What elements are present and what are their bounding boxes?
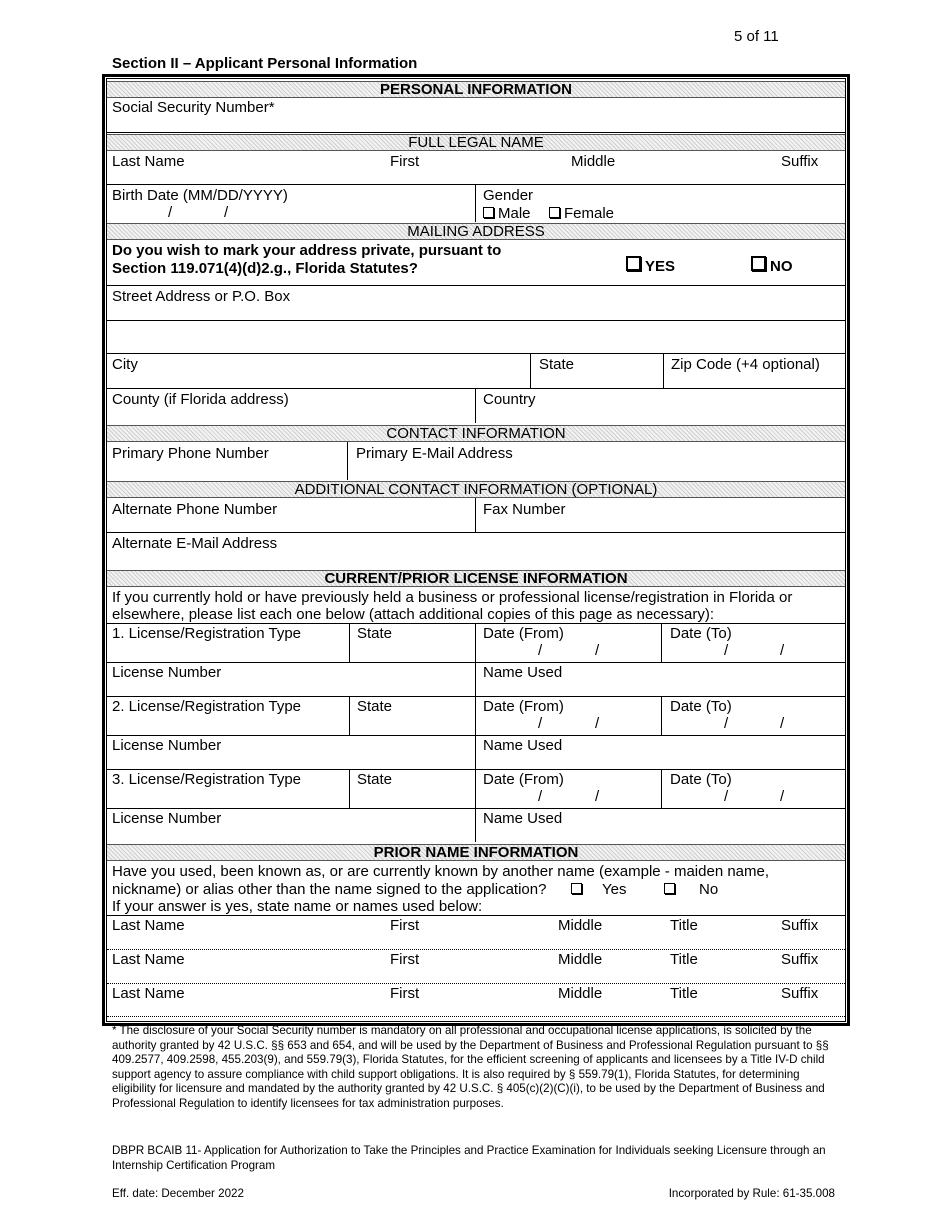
divider <box>107 623 845 624</box>
date-to-label-1: Date (To) <box>670 625 732 642</box>
prior-title-label: Title <box>670 951 698 968</box>
license-type-label-3: 3. License/Registration Type <box>112 771 302 788</box>
prior-name-yes-label: Yes <box>602 881 627 898</box>
band-mailing-address: MAILING ADDRESS <box>107 223 845 240</box>
divider <box>107 696 845 697</box>
private-question-line1: Do you wish to mark your address private, pursuant to <box>112 242 502 259</box>
license-number-label-2: License Number <box>112 737 222 754</box>
date-separator: / <box>595 788 600 805</box>
divider <box>107 353 845 354</box>
prior-title-label: Title <box>670 985 698 1002</box>
prior-name-question-line1: Have you used, been known as, or are currently known by another name (example - maiden name, <box>112 863 770 880</box>
prior-title-label: Title <box>670 917 698 934</box>
date-separator: / <box>780 788 785 805</box>
divider <box>661 696 662 735</box>
prior-first-label: First <box>390 951 420 968</box>
street-address-label: Street Address or P.O. Box <box>112 288 291 305</box>
birth-date-label: Birth Date (MM/DD/YYYY) <box>112 187 288 204</box>
divider <box>663 353 664 388</box>
last-name-label: Last Name <box>112 153 185 170</box>
name-used-label-3: Name Used <box>483 810 563 827</box>
private-no-option[interactable] <box>751 256 793 275</box>
license-number-label-3: License Number <box>112 810 222 827</box>
name-used-label-1: Name Used <box>483 664 563 681</box>
prior-name-yes-checkbox[interactable] <box>571 883 582 894</box>
private-yes-label: YES <box>645 258 676 275</box>
ssn-label: Social Security Number* <box>112 99 275 116</box>
gender-male-option[interactable] <box>483 205 531 222</box>
prior-first-label: First <box>390 985 420 1002</box>
name-used-label-2: Name Used <box>483 737 563 754</box>
divider <box>107 184 845 185</box>
alt-phone-label: Alternate Phone Number <box>112 501 278 518</box>
date-from-label-3: Date (From) <box>483 771 564 788</box>
prior-middle-label: Middle <box>558 951 603 968</box>
female-label: Female <box>564 205 615 222</box>
prior-name-no-label: No <box>699 881 719 898</box>
country-label: Country <box>483 391 536 408</box>
date-separator: / <box>538 788 543 805</box>
divider <box>107 808 845 809</box>
band-prior-name-information: PRIOR NAME INFORMATION <box>107 844 845 861</box>
date-from-label-2: Date (From) <box>483 698 564 715</box>
prior-middle-label: Middle <box>558 985 603 1002</box>
fax-label: Fax Number <box>483 501 566 518</box>
prior-suffix-label: Suffix <box>781 917 819 934</box>
license-intro-line2: elsewhere, please list each one below (attach additional copies of this page as necessary): <box>112 606 715 623</box>
date-separator: / <box>168 204 173 221</box>
page-number: 5 of 11 <box>734 28 779 45</box>
private-yes-option[interactable] <box>626 256 675 275</box>
date-separator: / <box>780 715 785 732</box>
divider <box>107 662 845 663</box>
private-question-line2: Section 119.071(4)(d)2.g., Florida Statutes? <box>112 260 418 277</box>
ssn-disclosure-footnote: * The disclosure of your Social Security number is mandatory on all professional and occupational license applications, is solicited by the authority granted by 42 U.S.C. §§ 653 and 654, and will be used by the Department of Business and Professional Regulation pursuant to §§ 409.2577, 409.2598, 455.203(9), and 559.79(3), Florida Statutes, for the efficient screening of applicants and licensees by a Title IV-D child support agency to assure compliance with child support obligations. It is also required by § 559.79(1), Florida Statutes, for determining eligibility for licensure and mandated by the authority granted by 42 U.S.C. § 405(c)(2)(C)(i), to be used by the Department of Business and Professional Regulation to identify licensees for tax administration purposes. <box>112 1024 829 1110</box>
divider <box>475 769 476 842</box>
date-separator: / <box>724 788 729 805</box>
prior-last-name-label: Last Name <box>112 917 185 934</box>
date-separator: / <box>724 642 729 659</box>
divider <box>475 696 476 769</box>
license-type-label-2: 2. License/Registration Type <box>112 698 302 715</box>
gender-female-option[interactable] <box>549 205 614 222</box>
divider <box>107 915 845 916</box>
date-from-label-1: Date (From) <box>483 625 564 642</box>
license-state-label-3: State <box>357 771 393 788</box>
prior-name-yes-option[interactable] <box>571 881 626 898</box>
city-label: City <box>112 356 138 373</box>
county-label: County (if Florida address) <box>112 391 289 408</box>
divider <box>530 353 531 388</box>
prior-suffix-label: Suffix <box>781 951 819 968</box>
date-separator: / <box>538 642 543 659</box>
divider <box>107 285 845 286</box>
date-separator: / <box>595 642 600 659</box>
section-title: Section II – Applicant Personal Information <box>112 55 418 72</box>
divider <box>107 388 845 389</box>
date-separator: / <box>595 715 600 732</box>
date-separator: / <box>780 642 785 659</box>
female-checkbox[interactable] <box>549 207 560 218</box>
divider <box>107 949 845 950</box>
primary-phone-label: Primary Phone Number <box>112 445 269 462</box>
divider <box>349 769 350 808</box>
divider <box>107 735 845 736</box>
divider <box>661 769 662 808</box>
license-state-label-2: State <box>357 698 393 715</box>
primary-email-label: Primary E-Mail Address <box>356 445 513 462</box>
zip-code-label: Zip Code (+4 optional) <box>671 356 820 373</box>
license-state-label-1: State <box>357 625 393 642</box>
effective-date: Eff. date: December 2022 <box>112 1187 244 1200</box>
prior-name-question-line3: If your answer is yes, state name or names used below: <box>112 898 483 915</box>
date-to-label-2: Date (To) <box>670 698 732 715</box>
divider <box>107 983 845 984</box>
divider <box>107 1016 845 1017</box>
license-type-label-1: 1. License/Registration Type <box>112 625 302 642</box>
prior-middle-label: Middle <box>558 917 603 934</box>
prior-name-question-line2: nickname) or alias other than the name signed to the application? <box>112 881 547 898</box>
divider <box>107 132 845 133</box>
middle-name-label: Middle <box>571 153 616 170</box>
prior-first-label: First <box>390 917 420 934</box>
divider <box>475 623 476 696</box>
date-separator: / <box>538 715 543 732</box>
divider <box>475 498 476 532</box>
incorporated-rule: Incorporated by Rule: 61-35.008 <box>668 1187 835 1200</box>
prior-name-no-checkbox[interactable] <box>664 883 675 894</box>
male-label: Male <box>498 205 531 222</box>
band-additional-contact: ADDITIONAL CONTACT INFORMATION (OPTIONAL) <box>107 481 845 498</box>
divider <box>107 769 845 770</box>
divider <box>107 320 845 321</box>
divider <box>475 388 476 423</box>
divider <box>107 532 845 533</box>
divider <box>347 442 348 480</box>
license-intro-line1: If you currently hold or have previously held a business or professional license/registration in Florida or <box>112 589 793 606</box>
band-contact-information: CONTACT INFORMATION <box>107 425 845 442</box>
date-to-label-3: Date (To) <box>670 771 732 788</box>
divider <box>349 696 350 735</box>
form-title-footer: DBPR BCAIB 11- Application for Authorization to Take the Principles and Practice Examination for Individuals seeking Licensure through an Internship Certification Program <box>112 1144 826 1172</box>
date-separator: / <box>224 204 229 221</box>
private-no-label: NO <box>770 258 793 275</box>
male-checkbox[interactable] <box>483 207 494 218</box>
divider <box>661 623 662 662</box>
alt-email-label: Alternate E-Mail Address <box>112 535 278 552</box>
prior-name-no-option[interactable] <box>664 881 718 898</box>
private-no-checkbox[interactable] <box>751 256 766 271</box>
date-separator: / <box>724 715 729 732</box>
band-personal-information: PERSONAL INFORMATION <box>107 81 845 98</box>
prior-last-name-label: Last Name <box>112 951 185 968</box>
private-yes-checkbox[interactable] <box>626 256 641 271</box>
suffix-label: Suffix <box>781 153 819 170</box>
band-license-information: CURRENT/PRIOR LICENSE INFORMATION <box>107 570 845 587</box>
divider <box>349 623 350 662</box>
first-name-label: First <box>390 153 420 170</box>
gender-label: Gender <box>483 187 534 204</box>
divider <box>475 184 476 222</box>
license-number-label-1: License Number <box>112 664 222 681</box>
prior-last-name-label: Last Name <box>112 985 185 1002</box>
prior-suffix-label: Suffix <box>781 985 819 1002</box>
state-label: State <box>539 356 575 373</box>
band-full-legal-name: FULL LEGAL NAME <box>107 134 845 151</box>
